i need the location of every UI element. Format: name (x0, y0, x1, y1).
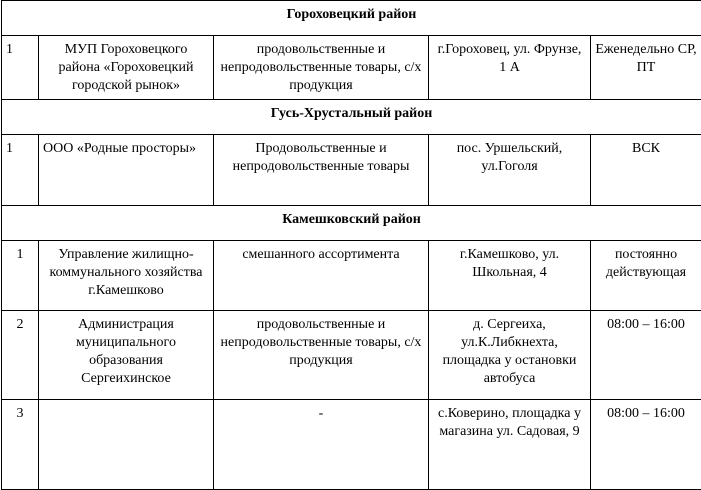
organizer-cell: МУП Гороховецкого района «Гороховецкий городской рынок» (39, 36, 214, 100)
section-header-row (2, 1, 701, 36)
row-number: 1 (2, 241, 39, 311)
table-row (2, 311, 701, 400)
address-cell: д. Сергеиха, ул.К.Либкнехта, площадка у остановки автобуса (429, 311, 591, 400)
row-number: 1 (2, 135, 39, 206)
organizer-cell (39, 400, 214, 490)
schedule-cell: 08:00 – 16:00 (591, 311, 701, 400)
section-title: Гусь-Хрустальный район (2, 100, 701, 135)
section-header-row (2, 206, 701, 241)
table-row (2, 400, 701, 490)
organizer-cell: Управление жилищно-коммунального хозяйства г.Камешково (39, 241, 214, 311)
goods-cell: смешанного ассортимента (214, 241, 429, 311)
goods-cell: продовольственные и непродовольственные товары, с/х продукция (214, 311, 429, 400)
schedule-cell: постоянно действующая (591, 241, 701, 311)
address-cell: г.Гороховец, ул. Фрунзе, 1 А (429, 36, 591, 100)
goods-cell: продовольственные и непродовольственные товары, с/х продукция (214, 36, 429, 100)
fairs-table (1, 0, 701, 490)
schedule-cell: 08:00 – 16:00 (591, 400, 701, 490)
table-row (2, 241, 701, 311)
section-title: Камешковский район (2, 206, 701, 241)
section-header-row (2, 100, 701, 135)
schedule-cell: ВСК (591, 135, 701, 206)
goods-cell: Продовольственные и непродовольственные товары (214, 135, 429, 206)
goods-cell: - (214, 400, 429, 490)
table-row (2, 135, 701, 206)
row-number: 2 (2, 311, 39, 400)
organizer-cell: Администрация муниципального образования Сергеихинское (39, 311, 214, 400)
row-number: 3 (2, 400, 39, 490)
address-cell: пос. Уршельский, ул.Гоголя (429, 135, 591, 206)
address-cell: с.Коверино, площадка у магазина ул. Садовая, 9 (429, 400, 591, 490)
schedule-cell: Еженедельно СР, ПТ (591, 36, 701, 100)
table-row (2, 36, 701, 100)
organizer-cell: ООО «Родные просторы» (39, 135, 214, 206)
section-title: Гороховецкий район (2, 1, 701, 36)
row-number: 1 (2, 36, 39, 100)
address-cell: г.Камешково, ул. Школьная, 4 (429, 241, 591, 311)
